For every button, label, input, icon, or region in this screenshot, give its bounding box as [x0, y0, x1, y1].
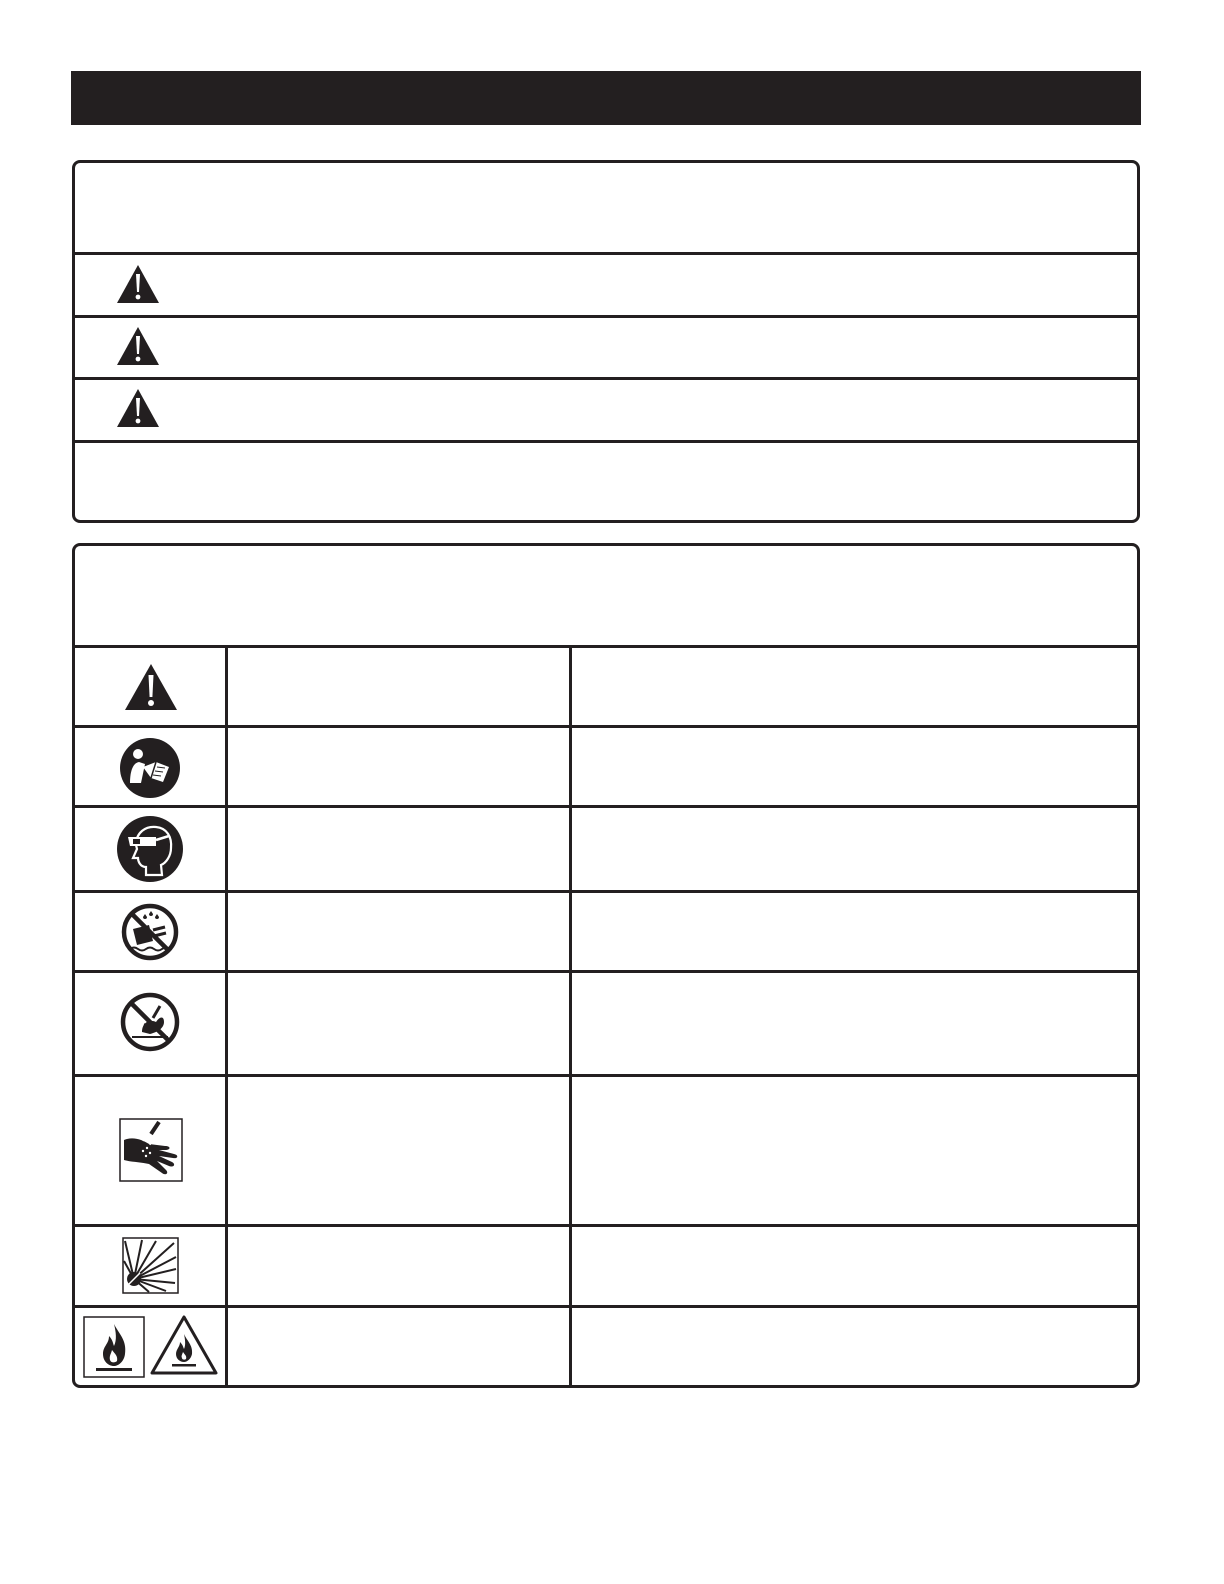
divider [75, 890, 1137, 893]
flammable-square-icon [83, 1316, 145, 1378]
divider [75, 1224, 1137, 1227]
no-spray-on-wildlife-icon [120, 992, 180, 1052]
divider [75, 1305, 1137, 1308]
injection-hazard-icon [119, 1118, 183, 1182]
section-header-bar [71, 71, 1141, 125]
divider [75, 1074, 1137, 1077]
divider [75, 970, 1137, 973]
divider [75, 440, 1137, 443]
signal-words-box [72, 160, 1140, 523]
divider [75, 805, 1137, 808]
divider [75, 315, 1137, 318]
fire-hazard-triangle-icon [149, 1314, 219, 1376]
explosion-hazard-icon [122, 1237, 179, 1294]
divider [75, 252, 1137, 255]
warning-triangle-icon [115, 263, 161, 305]
divider [75, 377, 1137, 380]
wet-conditions-alert-icon [121, 903, 179, 961]
divider [75, 725, 1137, 728]
warning-triangle-icon [115, 387, 161, 429]
read-manual-icon [119, 737, 181, 799]
symbols-box [72, 543, 1140, 1388]
divider [75, 645, 1137, 648]
column-divider [225, 645, 228, 1385]
safety-alert-icon [123, 662, 179, 712]
eye-protection-icon [116, 815, 184, 883]
warning-triangle-icon [115, 325, 161, 367]
column-divider [569, 645, 572, 1385]
